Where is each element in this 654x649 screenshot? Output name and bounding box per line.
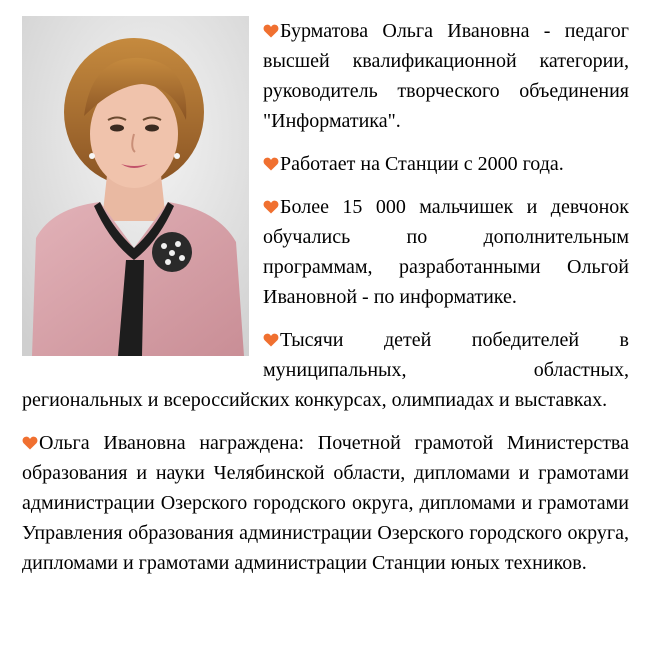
heart-icon [263, 24, 279, 38]
teacher-portrait-photo [22, 16, 249, 356]
bio-text-awards: Ольга Ивановна награждена: Почетной грамотой Министерства образования и науки Челябинской области, дипломами и грамотами администрации Озерского городского округа, дипломами и грамотами Управления образования администрации Озерского городского округа, дипломами и грамотами администрации Станции юных техников. [22, 432, 629, 574]
bio-paragraph-awards [22, 428, 629, 578]
heart-icon [22, 436, 38, 450]
bio-text-since: Работает на Станции с 2000 года. [280, 153, 564, 175]
bio-text-students: Более 15 000 мальчишек и девчонок обучались по дополнительным программам, разработанными Ольгой Ивановной - по информатике. [263, 196, 629, 308]
bio-text-title: Бурматова Ольга Ивановна - педагог высшей квалификационной категории, руководитель творческого объединения "Информатика". [263, 20, 629, 132]
bio-text-winners: Тысячи детей победителей в муниципальных, областных, региональных и всероссийских конкурсах, олимпиадах и выставках. [22, 329, 629, 411]
heart-icon [263, 157, 279, 171]
profile-article [22, 16, 629, 591]
heart-icon [263, 200, 279, 214]
heart-icon [263, 333, 279, 347]
